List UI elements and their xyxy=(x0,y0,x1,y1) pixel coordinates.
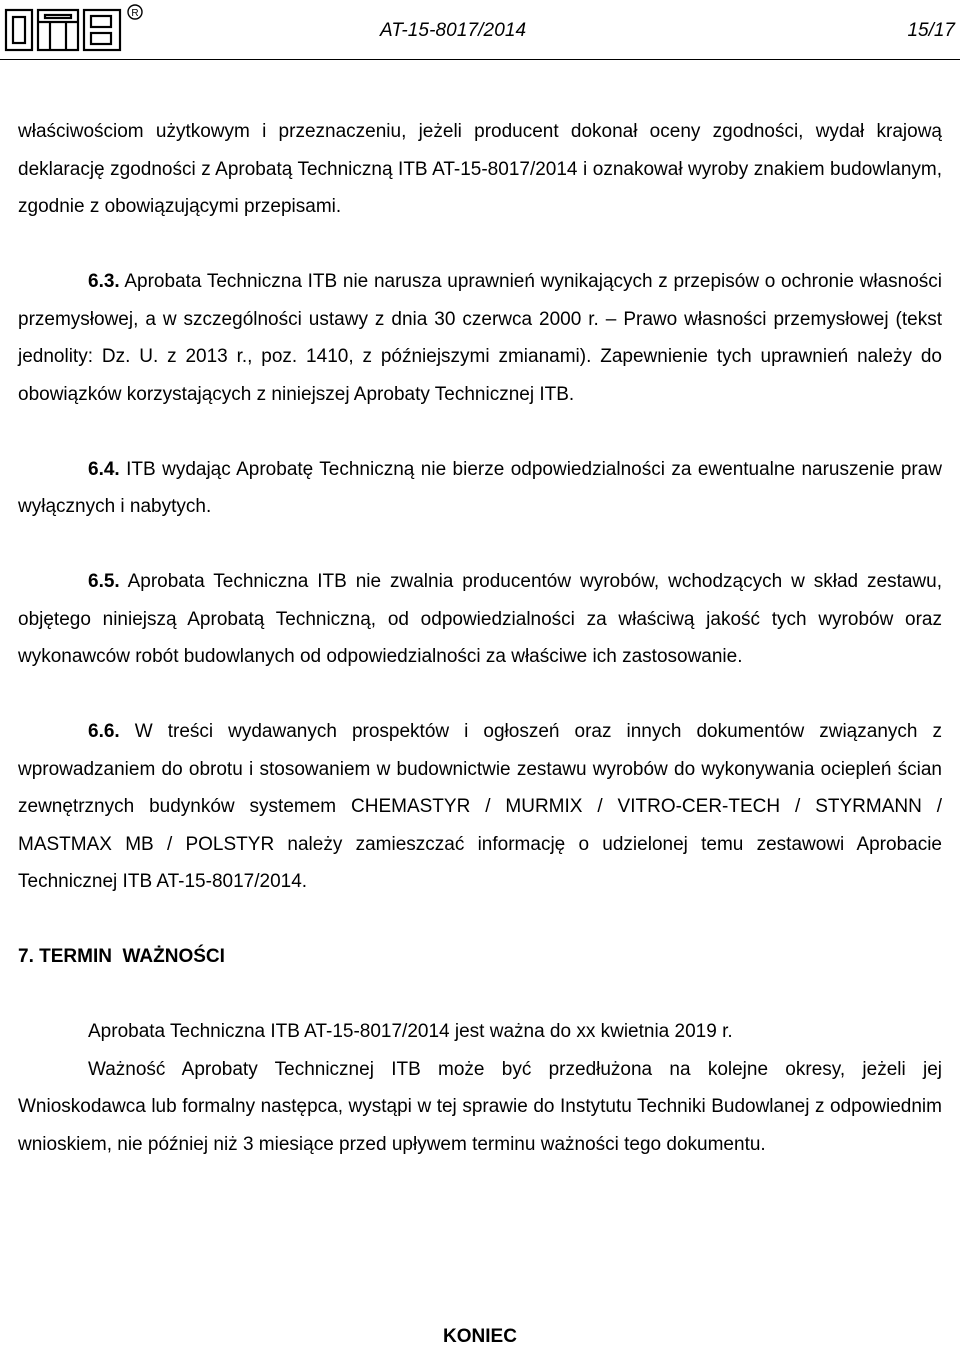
spacer xyxy=(18,413,942,451)
spacer xyxy=(18,226,942,264)
section-number: 6.6. xyxy=(88,721,120,742)
section-6-4 xyxy=(18,451,942,526)
section-number: 6.4. xyxy=(88,458,120,480)
section-7-validity: Aprobata Techniczna ITB AT-15-8017/2014 jest ważna do xx kwietnia 2019 r. xyxy=(88,1021,733,1042)
section-text: Aprobata Techniczna ITB nie zwalnia producentów wyrobów, wchodzących w skład zestawu, objętego niniejszą Aprobatą Techniczną, od odpowiedzialności za właściwą jakość tych wyrobów oraz wykonawców robót budowlanych od odpowiedzialności za właściwe ich zastosowanie. xyxy=(18,571,942,667)
section-text: ITB wydając Aprobatę Techniczną nie bierze odpowiedzialności za ewentualne naruszenie praw wyłącznych i nabytych. xyxy=(18,458,942,517)
section-7-extension: Ważność Aprobaty Technicznej ITB może być przedłużona na kolejne okresy, jeżeli jej Wnioskodawca lub formalny następca, wystąpi w tej sprawie do Instytutu Techniki Budowlanej z odpowiednim wnioskiem, nie później niż 3 miesiące przed upływem terminu ważności tego dokumentu. xyxy=(18,1058,942,1155)
spacer xyxy=(18,526,942,564)
spacer xyxy=(18,976,942,1014)
page-number: 15/17 xyxy=(907,20,955,41)
page-header xyxy=(0,0,960,62)
svg-text:R: R xyxy=(131,8,139,19)
registered-mark xyxy=(128,5,142,19)
spacer xyxy=(18,676,942,714)
section-text: W treści wydawanych prospektów i ogłoszeń oraz innych dokumentów związanych z wprowadzaniem do obrotu i stosowaniem w budownictwie zestawu wyrobów do wykonywania ociepleń ścian zewnętrznych budynków systemem CHEMASTYR / MURMIX / VITRO-CER-TECH / STYRMANN / MASTMAX MB / POLSTYR należy zamieszczać informację o udzielonej temu zestawowi Aprobacie Technicznej ITB AT-15-8017/2014. xyxy=(18,721,942,892)
header-divider xyxy=(0,59,960,60)
section-7-heading: 7. TERMIN WAŻNOŚCI xyxy=(18,946,225,967)
section-number: 6.5. xyxy=(88,571,120,592)
section-number: 6.3. xyxy=(88,271,120,292)
section-6-5 xyxy=(18,563,942,676)
section-6-3 xyxy=(18,263,942,413)
paragraph-continued: właściwościom użytkowym i przeznaczeniu, jeżeli producent dokonał oceny zgodności, wydał krajową deklarację zgodności z Aprobatą Techniczną ITB AT-15-8017/2014 i oznakował wyroby znakiem budowlanym, zgodnie z obowiązującymi przepisami. xyxy=(18,121,942,217)
end-marker: KONIEC xyxy=(443,1326,517,1347)
itb-logo xyxy=(4,2,144,54)
section-text: Aprobata Techniczna ITB nie narusza uprawnień wynikających z przepisów o ochronie własności przemysłowej, a w szczególności ustawy z dnia 30 czerwca 2000 r. – Prawo własności przemysłowej (tekst jednolity: Dz. U. z 2013 r., poz. 1410, z późniejszymi zmianami). Zapewnienie tych uprawnień należy do obowiązków korzystających z niniejszej Aprobaty Technicznej ITB. xyxy=(18,271,942,405)
document-body xyxy=(18,113,942,1347)
section-6-6 xyxy=(18,713,942,901)
spacer xyxy=(18,901,942,939)
document-code: AT-15-8017/2014 xyxy=(380,20,527,41)
